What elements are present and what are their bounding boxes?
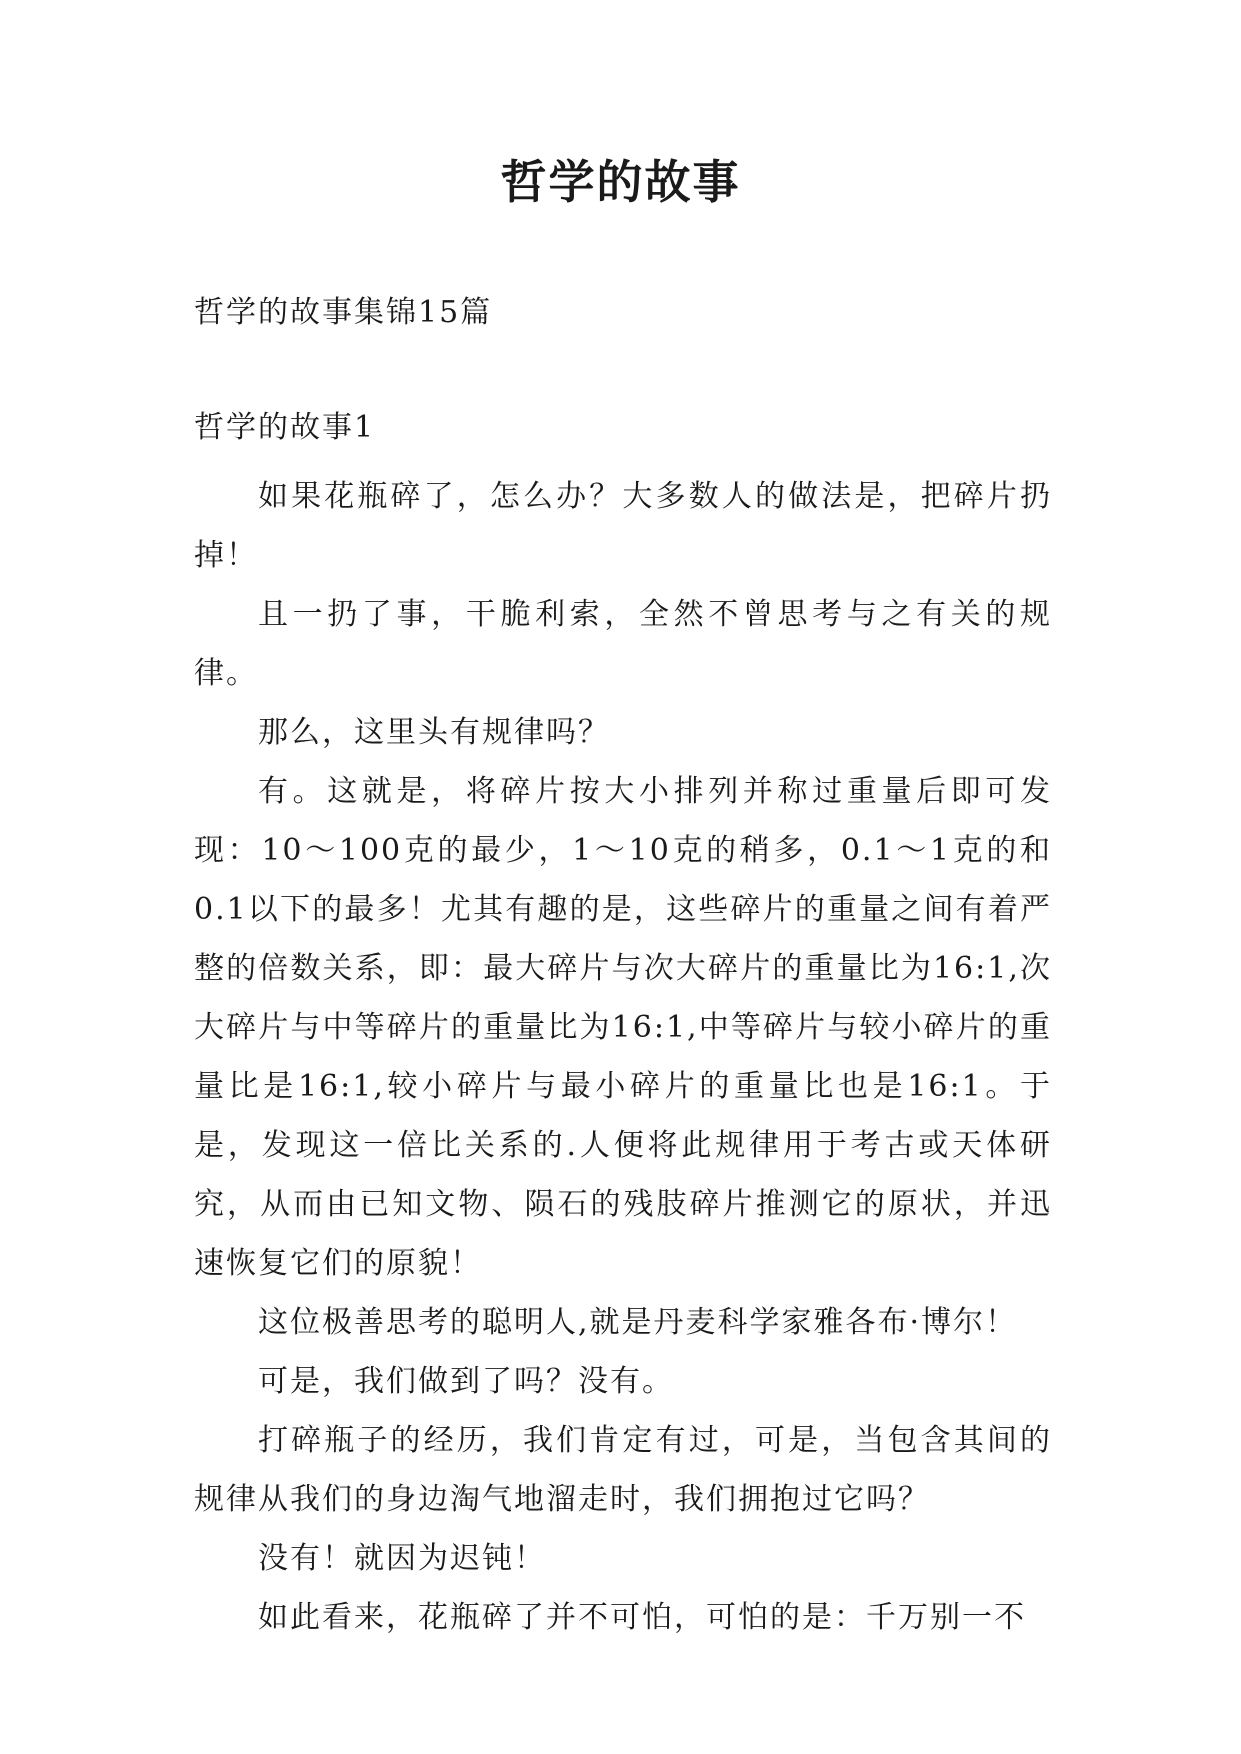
paragraph: 且一扔了事，干脆利索，全然不曾思考与之有关的规律。 bbox=[194, 597, 1052, 691]
paragraph: 如果花瓶碎了，怎么办？大多数人的做法是，把碎片扔掉！ bbox=[194, 479, 1052, 573]
paragraph: 如此看来，花瓶碎了并不可怕，可怕的是：千万别一不 bbox=[258, 1600, 1026, 1635]
document-subtitle: 哲学的故事集锦15篇 bbox=[194, 295, 493, 330]
paragraph: 打碎瓶子的经历，我们肯定有过，可是，当包含其间的规律从我们的身边淘气地溜走时，我们拥抱过它吗？ bbox=[194, 1423, 1052, 1517]
paragraph: 那么，这里头有规律吗？ bbox=[258, 715, 610, 750]
paragraph: 可是，我们做到了吗？没有。 bbox=[258, 1364, 674, 1399]
section-heading: 哲学的故事1 bbox=[194, 410, 376, 445]
paragraph: 有。这就是，将碎片按大小排列并称过重量后即可发现：10～100克的最少，1～10克的稍多，0.1～1克的和0.1以下的最多！尤其有趣的是，这些碎片的重量之间有着严整的倍数关系，即：最大碎片与次大碎片的重量比为16:1,次大碎片与中等碎片的重量比为16:1,中等碎片与较小碎片的重量比是16:1,较小碎片与最小碎片的重量比也是16:1。于是，发现这一倍比关系的.人便将此规律用于考古或天体研究，从而由已知文物、陨石的残肢碎片推测它的原状，并迅速恢复它们的原貌！ bbox=[194, 774, 1052, 1281]
paragraph: 这位极善思考的聪明人,就是丹麦科学家雅各布·博尔！ bbox=[258, 1305, 1018, 1340]
article-body bbox=[194, 467, 1052, 1647]
document-title: 哲学的故事 bbox=[500, 155, 741, 209]
paragraph: 没有！就因为迟钝！ bbox=[258, 1541, 546, 1576]
